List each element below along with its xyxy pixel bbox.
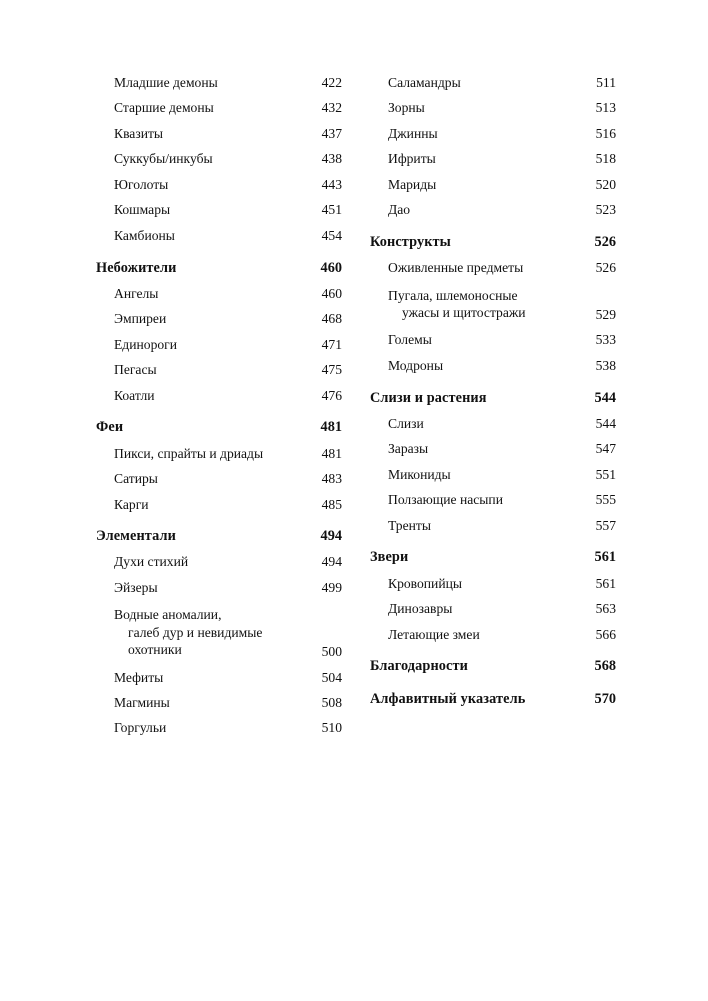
toc-entry[interactable]	[370, 101, 616, 115]
toc-entry[interactable]	[370, 333, 616, 347]
toc-entry-page-number: 518	[595, 151, 616, 167]
toc-entry-label: Зорны	[388, 100, 425, 116]
toc-entry[interactable]	[370, 468, 616, 482]
toc-entry-page-number: 566	[595, 626, 616, 642]
toc-entry-label: Единороги	[114, 336, 178, 352]
toc-entry[interactable]	[96, 472, 342, 486]
toc-entry-page-number: 483	[321, 471, 342, 487]
toc-entry-label: Младшие демоны	[114, 75, 218, 90]
toc-entry-label: Коатли	[114, 387, 155, 403]
toc-entry-label: Суккубы/инкубы	[114, 151, 213, 167]
toc-entry-label-continued: ужасы и щитостражи	[402, 305, 526, 321]
toc-entry[interactable]	[370, 76, 616, 90]
toc-entry[interactable]	[96, 203, 342, 217]
toc-entry[interactable]	[370, 577, 616, 591]
toc-entry-page-number: 557	[595, 517, 616, 533]
toc-section-entry[interactable]	[370, 659, 616, 673]
toc-entry-label: Пегасы	[114, 362, 157, 378]
toc-entry-label: Духи стихий	[114, 554, 189, 570]
toc-entry-label: Эйзеры	[114, 579, 158, 595]
toc-entry[interactable]	[96, 76, 342, 90]
toc-entry[interactable]	[96, 696, 342, 710]
toc-section-entry[interactable]	[96, 529, 342, 543]
table-of-contents	[96, 76, 616, 747]
toc-entry[interactable]	[370, 152, 616, 166]
toc-entry-label: Горгульи	[114, 720, 167, 736]
toc-entry[interactable]	[370, 127, 616, 141]
toc-section-entry[interactable]	[370, 550, 616, 564]
toc-section-entry[interactable]	[96, 261, 342, 275]
toc-entry-page-number: 563	[595, 601, 616, 617]
toc-entry-label: Ползающие насыпи	[388, 492, 503, 508]
toc-entry-label: Небожители	[96, 259, 177, 276]
toc-section-entry[interactable]	[370, 391, 616, 405]
toc-entry-page-number: 438	[321, 151, 342, 167]
toc-entry[interactable]	[96, 152, 342, 166]
toc-entry-label: Джинны	[388, 125, 438, 141]
toc-entry[interactable]	[96, 721, 342, 735]
toc-entry-page-number: 476	[321, 387, 342, 403]
toc-entry[interactable]	[96, 498, 342, 512]
toc-entry-page-number: 523	[595, 202, 616, 218]
toc-entry-label: Летающие змеи	[388, 626, 480, 642]
toc-entry-page-number: 544	[595, 415, 616, 431]
toc-entry[interactable]	[96, 447, 342, 461]
toc-entry[interactable]	[96, 606, 342, 658]
toc-entry-page-number: 481	[321, 445, 342, 461]
toc-entry-page-number: 432	[321, 100, 342, 116]
toc-entry-label: Алфавитный указатель	[370, 690, 526, 707]
toc-entry-page-number: 494	[320, 528, 342, 545]
toc-entry-label: Саламандры	[388, 75, 461, 90]
toc-entry-page-number: 561	[595, 575, 616, 591]
toc-entry-label: Магмины	[114, 695, 170, 710]
toc-entry-page-number: 526	[594, 234, 616, 251]
toc-entry[interactable]	[96, 287, 342, 301]
toc-entry-page-number: 510	[321, 720, 342, 736]
toc-entry-page-number: 513	[595, 100, 616, 116]
toc-entry-page-number: 544	[594, 389, 616, 406]
toc-entry[interactable]	[370, 628, 616, 642]
toc-section-entry[interactable]	[370, 235, 616, 249]
toc-section-entry[interactable]	[370, 692, 616, 706]
toc-entry[interactable]	[96, 555, 342, 569]
toc-entry-page-number: 443	[321, 176, 342, 192]
toc-entry-label: Мефиты	[114, 669, 164, 685]
toc-entry[interactable]	[96, 389, 342, 403]
toc-entry-page-number: 551	[595, 466, 616, 482]
toc-entry-label: Кровопийцы	[388, 575, 463, 591]
toc-entry-page-number: 511	[596, 75, 616, 90]
toc-entry-label: Феи	[96, 419, 124, 436]
toc-entry[interactable]	[96, 178, 342, 192]
toc-entry[interactable]	[96, 671, 342, 685]
toc-entry[interactable]	[370, 493, 616, 507]
toc-entry[interactable]	[370, 417, 616, 431]
toc-entry-label-continued: галеб дур и невидимые охотники	[128, 624, 263, 658]
toc-entry-label: Камбионы	[114, 227, 175, 243]
toc-entry[interactable]	[370, 203, 616, 217]
toc-entry[interactable]	[96, 229, 342, 243]
toc-entry[interactable]	[96, 127, 342, 141]
toc-entry-label: Ангелы	[114, 285, 159, 301]
toc-entry-label: Юголоты	[114, 176, 169, 192]
toc-entry-page-number: 494	[321, 554, 342, 570]
toc-entry-label: Водные аномалии, галеб дур и невидимые охотники	[114, 606, 299, 658]
toc-entry-page-number: 471	[321, 336, 342, 352]
toc-entry-page-number: 468	[321, 311, 342, 327]
toc-entry-label: Карги	[114, 496, 149, 512]
toc-entry-page-number: 460	[320, 259, 342, 276]
toc-entry-page-number: 526	[595, 260, 616, 276]
toc-entry-page-number: 500	[321, 644, 342, 660]
toc-entry[interactable]	[370, 261, 616, 275]
toc-entry[interactable]	[370, 359, 616, 373]
toc-entry-label: Тренты	[388, 517, 431, 533]
toc-entry-label: Микониды	[388, 466, 451, 482]
toc-entry-page-number: 460	[321, 285, 342, 301]
toc-entry-label: Дао	[388, 202, 411, 218]
toc-entry[interactable]	[96, 101, 342, 115]
toc-column-left	[96, 76, 342, 747]
toc-entry-page-number: 422	[321, 75, 342, 90]
toc-entry[interactable]	[370, 602, 616, 616]
toc-entry-label: Квазиты	[114, 125, 164, 141]
toc-entry-label: Пугала, шлемоносные ужасы и щитостражи	[388, 287, 526, 321]
toc-entry-page-number: 508	[321, 695, 342, 710]
toc-entry-page-number: 454	[321, 227, 342, 243]
toc-entry-label: Заразы	[388, 441, 429, 457]
toc-entry[interactable]	[96, 312, 342, 326]
toc-entry[interactable]	[370, 287, 616, 322]
toc-entry[interactable]	[370, 442, 616, 456]
toc-entry-label: Сатиры	[114, 471, 158, 487]
toc-entry-label: Модроны	[388, 357, 444, 373]
toc-entry-page-number: 481	[320, 419, 342, 436]
toc-entry-label: Динозавры	[388, 601, 453, 617]
toc-column-right	[370, 76, 616, 747]
toc-entry-page-number: 520	[595, 176, 616, 192]
toc-entry[interactable]	[370, 519, 616, 533]
toc-entry-label: Конструкты	[370, 234, 451, 251]
toc-entry-label: Пикси, спрайты и дриады	[114, 445, 264, 461]
toc-entry-page-number: 504	[321, 669, 342, 685]
toc-entry-label: Ифриты	[388, 151, 436, 167]
toc-entry-label: Звери	[370, 549, 409, 566]
toc-entry-label: Мариды	[388, 176, 437, 192]
toc-entry-page-number: 529	[595, 306, 616, 322]
toc-entry-label: Кошмары	[114, 202, 171, 218]
toc-entry-label: Благодарности	[370, 658, 468, 675]
toc-entry-label: Оживленные предметы	[388, 260, 524, 276]
toc-entry-page-number: 475	[321, 362, 342, 378]
toc-section-entry[interactable]	[96, 420, 342, 434]
toc-entry-page-number: 451	[321, 202, 342, 218]
toc-entry-label: Элементали	[96, 528, 176, 545]
toc-entry-page-number: 516	[595, 125, 616, 141]
toc-entry-page-number: 561	[594, 549, 616, 566]
toc-entry-page-number: 570	[594, 690, 616, 707]
toc-entry-page-number: 568	[594, 658, 616, 675]
toc-entry-page-number: 547	[595, 441, 616, 457]
toc-entry-page-number: 437	[321, 125, 342, 141]
toc-entry-page-number: 499	[321, 579, 342, 595]
toc-entry-label: Эмпиреи	[114, 311, 167, 327]
toc-entry-label: Големы	[388, 332, 432, 348]
toc-entry[interactable]	[96, 338, 342, 352]
toc-entry-page-number: 555	[595, 492, 616, 508]
toc-entry-page-number: 533	[595, 332, 616, 348]
toc-entry-page-number: 485	[321, 496, 342, 512]
toc-entry[interactable]	[370, 178, 616, 192]
toc-entry-label: Старшие демоны	[114, 100, 214, 116]
toc-entry[interactable]	[96, 581, 342, 595]
toc-entry-label: Слизи и растения	[370, 389, 487, 406]
toc-entry[interactable]	[96, 363, 342, 377]
toc-entry-page-number: 538	[595, 357, 616, 373]
toc-entry-label: Слизи	[388, 415, 424, 431]
